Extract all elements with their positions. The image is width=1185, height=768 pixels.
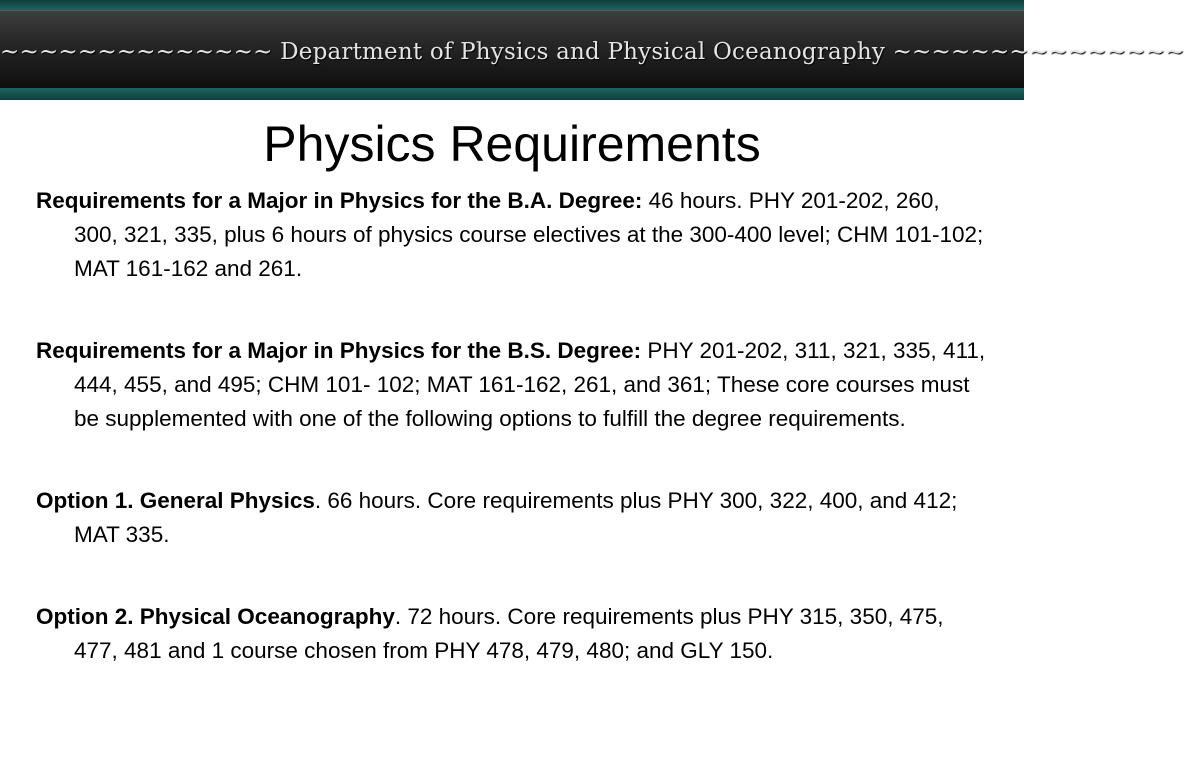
ba-degree-heading: Requirements for a Major in Physics for the B.A. Degree: (36, 188, 643, 213)
option-1-text: . 66 hours. Core requirements plus PHY 300, 322, 400, and 412; MAT 335. (74, 488, 958, 547)
ba-degree-paragraph (36, 184, 988, 286)
bs-degree-heading: Requirements for a Major in Physics for the B.S. Degree: (36, 338, 642, 363)
department-banner-text: ~~~~~~~~~~~~~~ Department of Physics and Physical Oceanography ~~~~~~~~~~~~~~~ (0, 39, 1185, 65)
option-2-paragraph (36, 600, 988, 668)
banner-bar (0, 10, 1185, 90)
banner-bottom-stripe (0, 88, 1024, 100)
option-2-heading: Option 2. Physical Oceanography (36, 604, 395, 629)
header-banner (0, 0, 1185, 100)
option-2-text: . 72 hours. Core requirements plus PHY 315, 350, 475, 477, 481 and 1 course chosen from PHY 478, 479, 480; and GLY 150. (74, 604, 944, 663)
slide-title: Physics Requirements (263, 116, 761, 172)
bs-degree-paragraph (36, 334, 988, 436)
slide-body (36, 184, 988, 716)
banner-top-stripe (0, 0, 1024, 10)
ba-degree-text: 46 hours. PHY 201-202, 260, 300, 321, 335, plus 6 hours of physics course electives at the 300-400 level; CHM 101-102; MAT 161-162 and 261. (74, 188, 984, 281)
option-1-paragraph (36, 484, 988, 552)
option-1-heading: Option 1. General Physics (36, 488, 315, 513)
bs-degree-text: PHY 201-202, 311, 321, 335, 411, 444, 455, and 495; CHM 101- 102; MAT 161-162, 261, and 361; These core courses must be supplemented with one of the following options to fulfill the degree requirements. (74, 338, 986, 431)
